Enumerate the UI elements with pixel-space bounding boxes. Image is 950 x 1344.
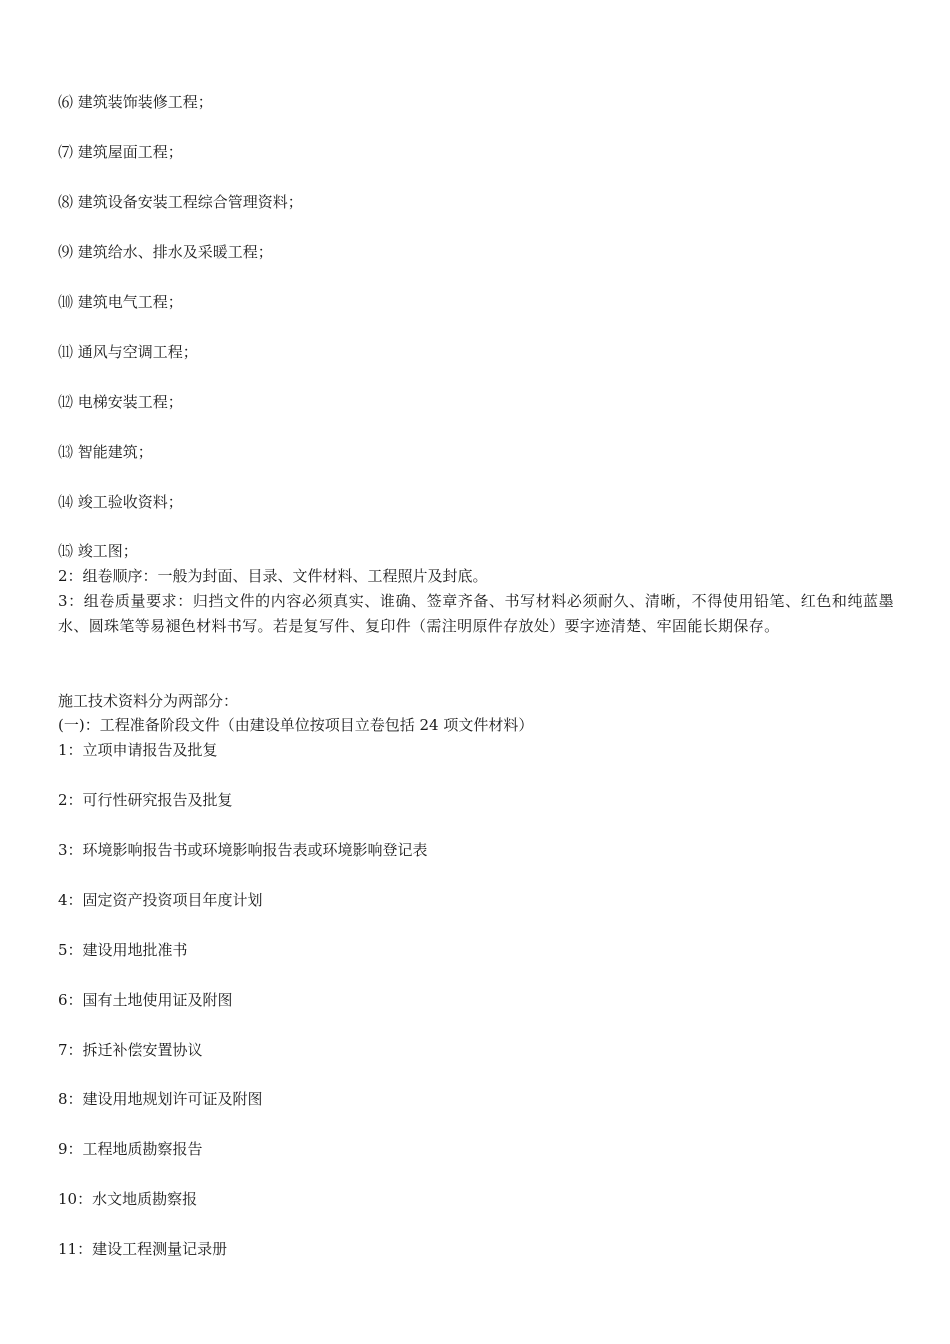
list-item: 8：建设用地规划许可证及附图 (58, 1090, 263, 1108)
list-item: 2：可行性研究报告及批复 (58, 791, 233, 809)
list-item: 7：拆迁补偿安置协议 (58, 1041, 203, 1059)
list-item: ⑺ 建筑屋面工程； (58, 143, 183, 161)
list-item: 11：建设工程测量记录册 (58, 1240, 228, 1258)
list-item: 6：国有土地使用证及附图 (58, 991, 233, 1009)
list-item: 4：固定资产投资项目年度计划 (58, 891, 263, 909)
quality-paragraph: 3：组卷质量要求：归挡文件的内容必须真实、谁确、签章齐备、书写材料必须耐久、清晰，不得使用铅笔、红色和纯蓝墨水、圆珠笔等易褪色材料书写。若是复写件、复印件（需注明原件存放处）要字迹清楚、牢固能长期保存。 (58, 592, 894, 635)
list-item: ⒁ 竣工验收资料； (58, 493, 183, 511)
list-item: ⑿ 电梯安装工程； (58, 393, 183, 411)
section-title: 施工技术资料分为两部分： (58, 692, 239, 710)
list-item: ⑼ 建筑给水、排水及采暖工程； (58, 243, 273, 261)
list-item: ⑻ 建筑设备安装工程综合管理资料； (58, 193, 303, 211)
list-item: ⒀ 智能建筑； (58, 443, 153, 461)
list-item: ⑽ 建筑电气工程； (58, 293, 183, 311)
list-item: ⒂ 竣工图； (58, 542, 138, 560)
order-line: 2：组卷顺序：一般为封面、目录、文件材料、工程照片及封底。 (58, 567, 488, 585)
list-item: 5：建设用地批准书 (58, 941, 188, 959)
list-item: 9：工程地质勘察报告 (58, 1140, 203, 1158)
list-item: ⑾ 通风与空调工程； (58, 343, 198, 361)
section-subtitle: (一)：工程准备阶段文件（由建设单位按项目立卷包括 24 项文件材料） (58, 716, 534, 734)
list-item: 1：立项申请报告及批复 (58, 741, 218, 759)
list-item: 3：环境影响报告书或环境影响报告表或环境影响登记表 (58, 841, 428, 859)
list-item: ⑹ 建筑装饰装修工程； (58, 93, 213, 111)
list-item: 10：水文地质勘察报 (58, 1190, 198, 1208)
